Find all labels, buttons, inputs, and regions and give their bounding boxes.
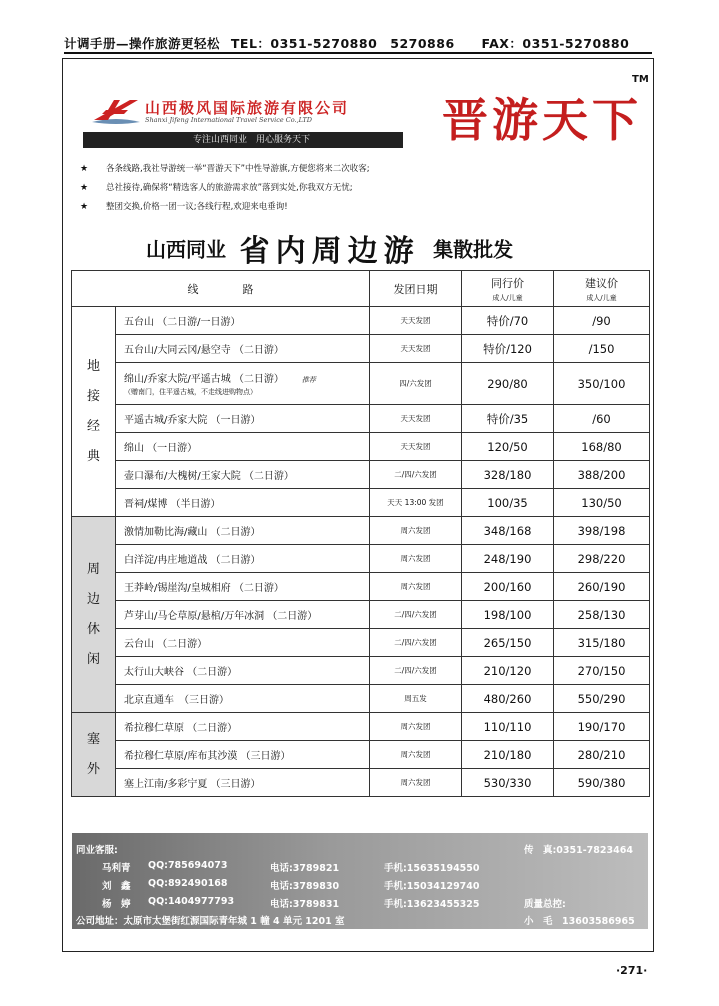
- table-header-row: [72, 271, 650, 307]
- date-cell: 周六发团: [370, 517, 462, 545]
- header-slogan: 计调手册—操作旅游更轻松: [64, 36, 221, 51]
- suggest-price-cell: 298/220: [554, 545, 650, 573]
- contact-name: 马利青: [102, 863, 131, 874]
- peer-price-cell: 328/180: [462, 461, 554, 489]
- suggest-price-cell: 190/170: [554, 713, 650, 741]
- date-cell: 天天 13:00 发团: [370, 489, 462, 517]
- route-cell: 希拉穆仁草原/库布其沙漠 （三日游）: [116, 741, 370, 769]
- date-cell: 周六发团: [370, 713, 462, 741]
- title-left: 山西同业: [146, 237, 226, 262]
- suggest-price-cell: 350/100: [554, 363, 650, 405]
- peer-price-cell: 265/150: [462, 629, 554, 657]
- contact-mobile: 手机:13623455325: [384, 899, 480, 910]
- bullet-item: ★ 总社接待,确保将“精选客人的旅游需求放”落到实处,你我双方无忧;: [80, 179, 640, 198]
- peer-price-cell: 特价/120: [462, 335, 554, 363]
- date-cell: 天天发团: [370, 405, 462, 433]
- header-divider: [64, 52, 652, 54]
- table-row: [72, 433, 650, 461]
- suggest-price-cell: 258/130: [554, 601, 650, 629]
- group-label-frontier: 塞 外: [72, 713, 116, 797]
- company-motto: 专注山西同业 用心服务天下: [83, 132, 403, 148]
- suggest-price-cell: 590/380: [554, 769, 650, 797]
- route-cell: 绵山/乔家大院/平遥古城 （二日游） 推荐 （赠南门，住平遥古城，不走线进购物点）: [116, 363, 370, 405]
- peer-price-cell: 100/35: [462, 489, 554, 517]
- route-cell: 王莽岭/锡崖沟/皇城相府 （二日游）: [116, 573, 370, 601]
- table-row: [72, 363, 650, 405]
- date-cell: 二/四/六发团: [370, 657, 462, 685]
- peer-price-cell: 特价/70: [462, 307, 554, 335]
- page-title: [146, 226, 513, 270]
- company-name-en: Shanxi Jifeng International Travel Service Co.,LTD: [145, 116, 312, 124]
- star-icon: ★: [80, 183, 89, 193]
- route-cell: 平遥古城/乔家大院 （一日游）: [116, 405, 370, 433]
- table-row: [72, 461, 650, 489]
- peer-price-cell: 210/120: [462, 657, 554, 685]
- trademark-mark: TM: [632, 74, 649, 85]
- date-cell: 周六发团: [370, 573, 462, 601]
- bullet-list: [80, 160, 640, 217]
- contact-mobile: 手机:15635194550: [384, 863, 480, 874]
- peer-price-cell: 248/190: [462, 545, 554, 573]
- table-row: [72, 741, 650, 769]
- header-bar: [64, 34, 652, 54]
- qa-contact: 小 毛 13603586965: [524, 916, 635, 927]
- route-cell: 激情加勒比海/藏山 （二日游）: [116, 517, 370, 545]
- suggest-price-cell: 280/210: [554, 741, 650, 769]
- suggest-price-cell: /60: [554, 405, 650, 433]
- route-cell: 太行山大峡谷 （二日游）: [116, 657, 370, 685]
- contact-qq: QQ:892490168: [148, 878, 228, 889]
- contact-name: 杨 婷: [102, 899, 131, 910]
- contact-phone: 电话:3789821: [270, 863, 340, 874]
- date-cell: 天天发团: [370, 433, 462, 461]
- route-cell: 云台山 （二日游）: [116, 629, 370, 657]
- table-row: [72, 629, 650, 657]
- table-row: [72, 657, 650, 685]
- company-address: 公司地址：太原市太堡街红源国际青年城 1 幢 4 单元 1201 室: [76, 916, 345, 927]
- suggest-price-cell: 168/80: [554, 433, 650, 461]
- route-cell: 北京直通车 （三日游）: [116, 685, 370, 713]
- date-cell: 周六发团: [370, 545, 462, 573]
- star-icon: ★: [80, 202, 89, 212]
- peer-price-cell: 290/80: [462, 363, 554, 405]
- peer-price-cell: 480/260: [462, 685, 554, 713]
- contact-footer: [72, 833, 648, 929]
- route-cell: 五台山/大同云冈/悬空寺 （二日游）: [116, 335, 370, 363]
- date-cell: 四/六发团: [370, 363, 462, 405]
- suggest-price-cell: 550/290: [554, 685, 650, 713]
- contact-name: 刘 鑫: [102, 881, 131, 892]
- table-row: [72, 545, 650, 573]
- route-cell: 五台山 （二日游/一日游）: [116, 307, 370, 335]
- route-cell: 白洋淀/冉庄地道战 （二日游）: [116, 545, 370, 573]
- suggest-price-cell: 398/198: [554, 517, 650, 545]
- date-cell: 天天发团: [370, 307, 462, 335]
- contact-phone: 电话:3789830: [270, 881, 340, 892]
- table-row: [72, 335, 650, 363]
- contact-qq: QQ:1404977793: [148, 896, 235, 907]
- suggest-price-cell: 130/50: [554, 489, 650, 517]
- table-row: [72, 601, 650, 629]
- header-suggest-price: 建议价 成人/儿童: [554, 271, 650, 307]
- service-label: 同业客服:: [76, 845, 118, 856]
- table-row: [72, 307, 650, 335]
- title-middle: 省内周边游: [239, 234, 420, 269]
- bullet-item: ★ 整团交换,价格一团一议;各线行程,欢迎来电垂询!: [80, 198, 640, 217]
- star-icon: ★: [80, 164, 89, 174]
- table-row: [72, 685, 650, 713]
- peer-price-cell: 198/100: [462, 601, 554, 629]
- table-row: [72, 573, 650, 601]
- route-cell: 壶口瀑布/大槐树/王家大院 （二日游）: [116, 461, 370, 489]
- suggest-price-cell: /90: [554, 307, 650, 335]
- peer-price-cell: 120/50: [462, 433, 554, 461]
- peer-price-cell: 200/160: [462, 573, 554, 601]
- group-label-leisure: 周 边 休 闲: [72, 517, 116, 713]
- table-row: [72, 713, 650, 741]
- company-logo-icon: [90, 94, 142, 128]
- table-row: [72, 769, 650, 797]
- header-peer-price: 同行价 成人/儿童: [462, 271, 554, 307]
- contact-mobile: 手机:15034129740: [384, 881, 480, 892]
- suggest-price-cell: 260/190: [554, 573, 650, 601]
- route-cell: 芦芽山/马仑草原/悬棺/万年冰洞 （二日游）: [116, 601, 370, 629]
- recommend-note: 推荐: [301, 376, 316, 384]
- route-price-table: [71, 270, 650, 797]
- peer-price-cell: 特价/35: [462, 405, 554, 433]
- suggest-price-cell: 388/200: [554, 461, 650, 489]
- date-cell: 二/四/六发团: [370, 601, 462, 629]
- date-cell: 周五发: [370, 685, 462, 713]
- suggest-price-cell: /150: [554, 335, 650, 363]
- title-right: 集散批发: [433, 237, 514, 262]
- suggest-price-cell: 270/150: [554, 657, 650, 685]
- company-name: 山西极风国际旅游有限公司: [145, 99, 350, 117]
- group-label-local: 地 接 经 典: [72, 307, 116, 517]
- table-row: [72, 489, 650, 517]
- date-cell: 二/四/六发团: [370, 629, 462, 657]
- table-row: [72, 405, 650, 433]
- qa-label: 质量总控:: [524, 899, 566, 910]
- peer-price-cell: 110/110: [462, 713, 554, 741]
- peer-price-cell: 530/330: [462, 769, 554, 797]
- peer-price-cell: 210/180: [462, 741, 554, 769]
- header-date: 发团日期: [370, 271, 462, 307]
- route-cell: 希拉穆仁草原 （二日游）: [116, 713, 370, 741]
- route-cell: 绵山 （一日游）: [116, 433, 370, 461]
- route-subnote: （赠南门，住平遥古城，不走线进购物点）: [124, 388, 257, 396]
- peer-price-cell: 348/168: [462, 517, 554, 545]
- date-cell: 周六发团: [370, 769, 462, 797]
- contact-phone: 电话:3789831: [270, 899, 340, 910]
- bullet-item: ★ 各条线路,我社导游统一举“晋游天下”中性导游旗,方便您将来二次收客;: [80, 160, 640, 179]
- brand-title: 晋游天下: [442, 93, 642, 147]
- date-cell: 周六发团: [370, 741, 462, 769]
- fax-number: 传 真:0351-7823464: [524, 845, 633, 856]
- page-number: ·271·: [616, 964, 648, 977]
- contact-qq: QQ:785694073: [148, 860, 228, 871]
- date-cell: 天天发团: [370, 335, 462, 363]
- header-route: 线 路: [72, 271, 370, 307]
- table-row: [72, 517, 650, 545]
- header-tel: TEL：0351-5270880 5270886: [230, 36, 455, 51]
- header-fax: FAX：0351-5270880: [481, 36, 630, 51]
- route-cell: 晋祠/煤博 （半日游）: [116, 489, 370, 517]
- route-cell: 塞上江南/多彩宁夏 （三日游）: [116, 769, 370, 797]
- date-cell: 二/四/六发团: [370, 461, 462, 489]
- suggest-price-cell: 315/180: [554, 629, 650, 657]
